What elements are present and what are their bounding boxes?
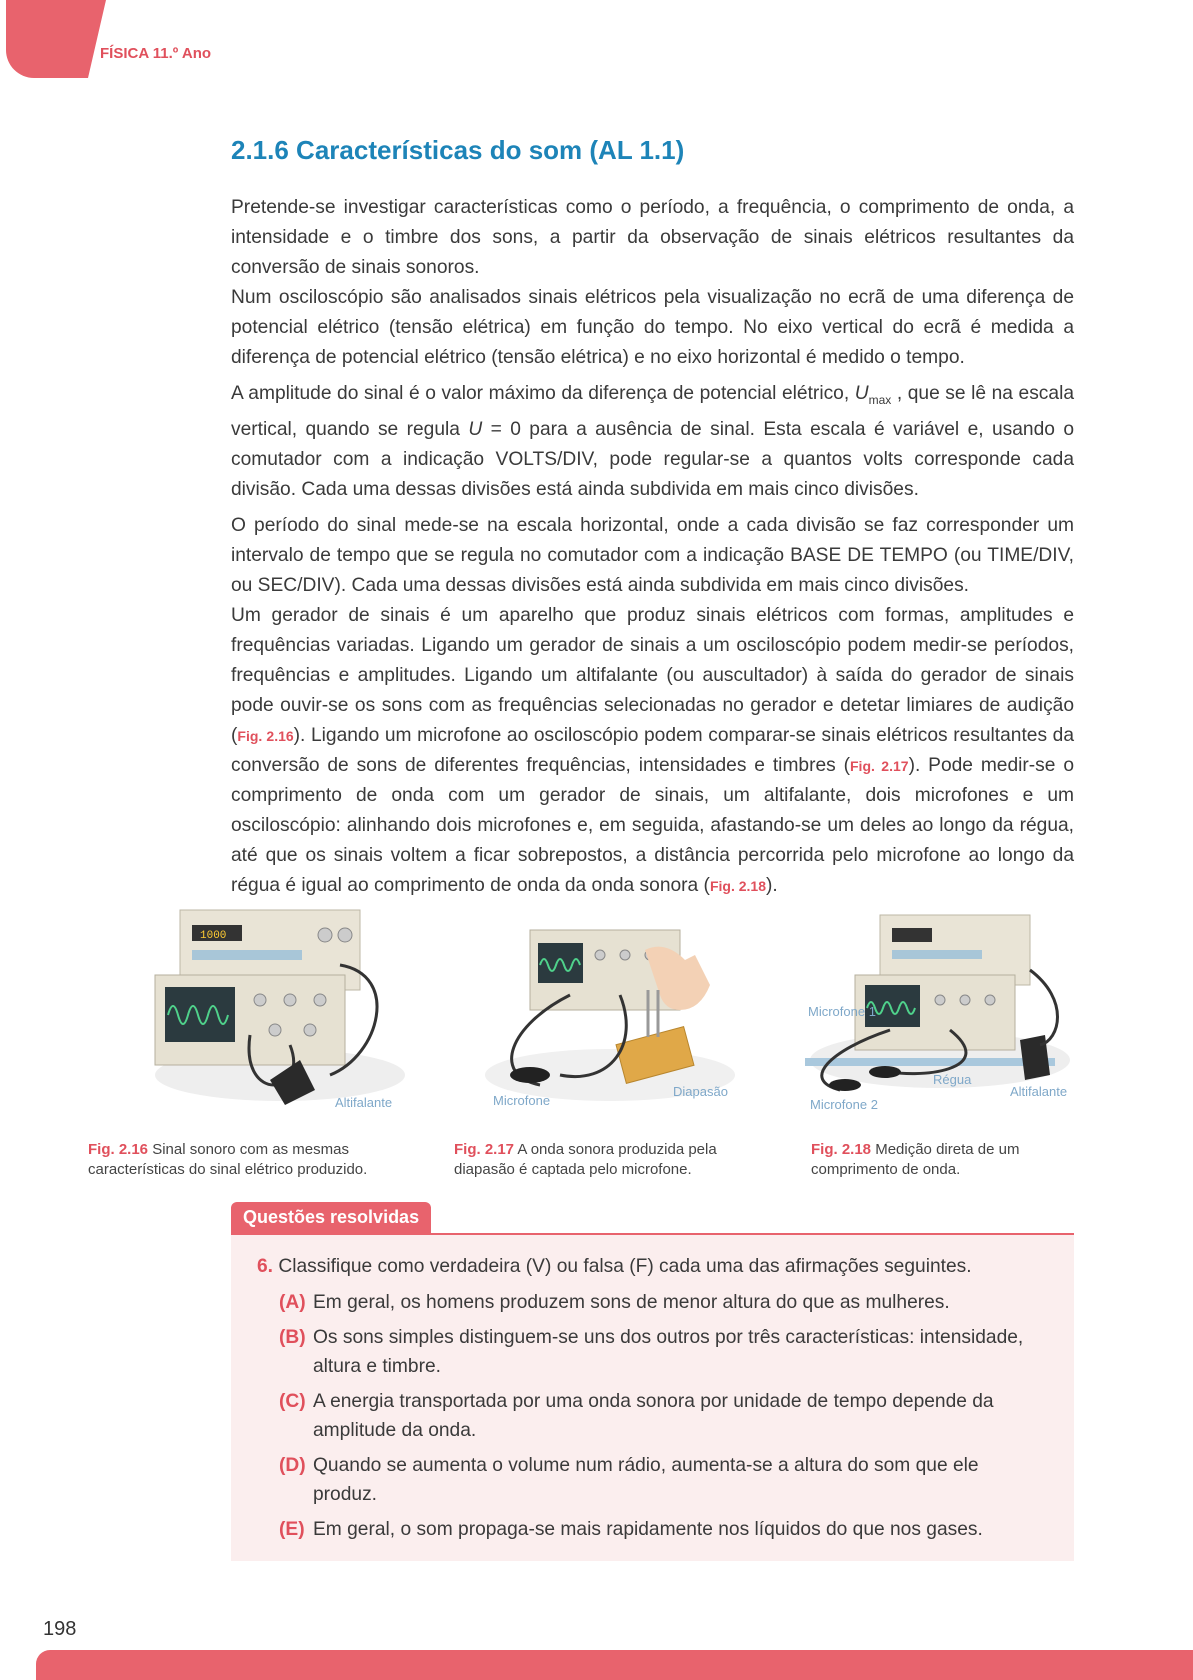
figure-2-16-illustration bbox=[140, 905, 420, 1115]
fig-ref-2-18: Fig. 2.18 bbox=[709, 877, 766, 894]
label-altifalante-2-18: Altifalante bbox=[1010, 1084, 1068, 1099]
paragraph-4: O período do sinal mede-se na escala horizontal, onde a cada divisão se faz corresponder um intervalo de tempo que se regula no comutador com a indicação BASE DE TEMPO (ou TIME/DIV, ou SEC/DIV). Cada uma dessas divisões está ainda subdivida em mais cinco divisões. bbox=[231, 514, 1074, 596]
paragraph-1: Pretende-se investigar características como o período, a frequência, o comprimento de onda, a intensidade e o timbre dos sons, a partir da observação de sinais elétricos resultantes da conversão de sinais sonoros. bbox=[231, 197, 1074, 278]
option-a: (A) Em geral, os homens produzem sons de menor altura do que as mulheres. bbox=[279, 1292, 950, 1313]
label-microfone-1: Microfone 1 bbox=[808, 1004, 876, 1019]
option-d: (D) Quando se aumenta o volume num rádio, aumenta-se a altura do som que ele produz. bbox=[279, 1455, 979, 1505]
caption-fig-2-16: Fig. 2.16 Sinal sonoro com as mesmas características do sinal elétrico produzido. bbox=[88, 1141, 368, 1178]
question-6: 6. Classifique como verdadeira (V) ou falsa (F) cada uma das afirmações seguintes. bbox=[257, 1256, 972, 1277]
option-e: (E) Em geral, o som propaga-se mais rapidamente nos líquidos do que nos gases. bbox=[279, 1519, 983, 1540]
page-number: 198 bbox=[43, 1618, 77, 1640]
label-microfone-2: Microfone 2 bbox=[810, 1097, 878, 1112]
subscript-max: max bbox=[868, 392, 892, 407]
label-regua: Régua bbox=[933, 1072, 972, 1087]
option-b: (B) Os sons simples distinguem-se uns dos outros por três características: intensidade, altura e timbre. bbox=[279, 1327, 1024, 1377]
body-text bbox=[231, 193, 1074, 907]
paragraph-2: Num osciloscópio são analisados sinais elétricos pela visualização no ecrã de uma diferença de potencial elétrico (tensão elétrica) em função do tempo. No eixo vertical do ecrã é medida a diferença de potencial elétrico (tensão elétrica) e no eixo horizontal é medido o tempo. bbox=[231, 287, 1074, 368]
questoes-resolvidas-tab: Questões resolvidas bbox=[231, 1202, 431, 1233]
fig-ref-2-17: Fig. 2.17 bbox=[850, 757, 909, 774]
question-options bbox=[279, 1288, 1039, 1550]
fig-ref-2-16: Fig. 2.16 bbox=[237, 727, 294, 744]
caption-fig-2-18: Fig. 2.18 Medição direta de um comprimento de onda. bbox=[811, 1141, 1020, 1178]
header-subject: FÍSICA 11.º Ano bbox=[100, 45, 212, 62]
option-c: (C) A energia transportada por uma onda sonora por unidade de tempo depende da amplitude da onda. bbox=[279, 1391, 994, 1441]
bottom-bar bbox=[36, 1650, 1193, 1680]
label-diapasao: Diapasão bbox=[673, 1084, 728, 1099]
paragraph-3: A amplitude do sinal é o valor máximo da diferença de potencial elétrico, $U_{max}$ , que se lê na escala vertical, quando se regula U = 0 para a ausência de sinal. Esta escala é variável e, usando o comutador com a indicação VOLTS/DIV, pode regular-se a quantos volts corresponde cada divisão. Cada uma dessas divisões está ainda subdivida em mais cinco divisões. bbox=[231, 383, 1075, 500]
label-microfone-2-17: Microfone bbox=[493, 1093, 551, 1108]
paragraph-5: Um gerador de sinais é um aparelho que produz sinais elétricos com formas, amplitudes e frequências variadas. Ligando um gerador de sinais a um osciloscópio podem medir-se períodos, frequências e amplitudes. Ligando um altifalante (ou auscultador) à saída do gerador de sinais pode ouvir-se os sons com as frequências selecionadas no gerador e detetar limiares de audição (Fig. 2.16). Ligando um microfone ao osciloscópio podem comparar-se sinais elétricos resultantes da conversão de sons de diferentes frequências, intensidades e timbres (Fig. 2.17). Pode medir-se o comprimento de onda com um gerador de sinais, um altifalante, dois microfones e um osciloscópio: alinhando dois microfones e, em seguida, afastando-se um deles ao longo da régua, até que os sinais voltem a ficar sobrepostos, a distância percorrida pelo microfone ao longo da régua é igual ao comprimento de onda da onda sonora (Fig. 2.18). bbox=[231, 604, 1074, 896]
caption-fig-2-17: Fig. 2.17 A onda sonora produzida pela diapasão é captada pelo microfone. bbox=[454, 1141, 717, 1178]
label-altifalante-2-16: Altifalante bbox=[335, 1095, 393, 1110]
var-u: U bbox=[854, 383, 869, 404]
section-title: 2.1.6 Características do som (AL 1.1) bbox=[231, 135, 685, 165]
generator-display: 1000 bbox=[200, 930, 227, 942]
corner-tab bbox=[6, 0, 106, 78]
